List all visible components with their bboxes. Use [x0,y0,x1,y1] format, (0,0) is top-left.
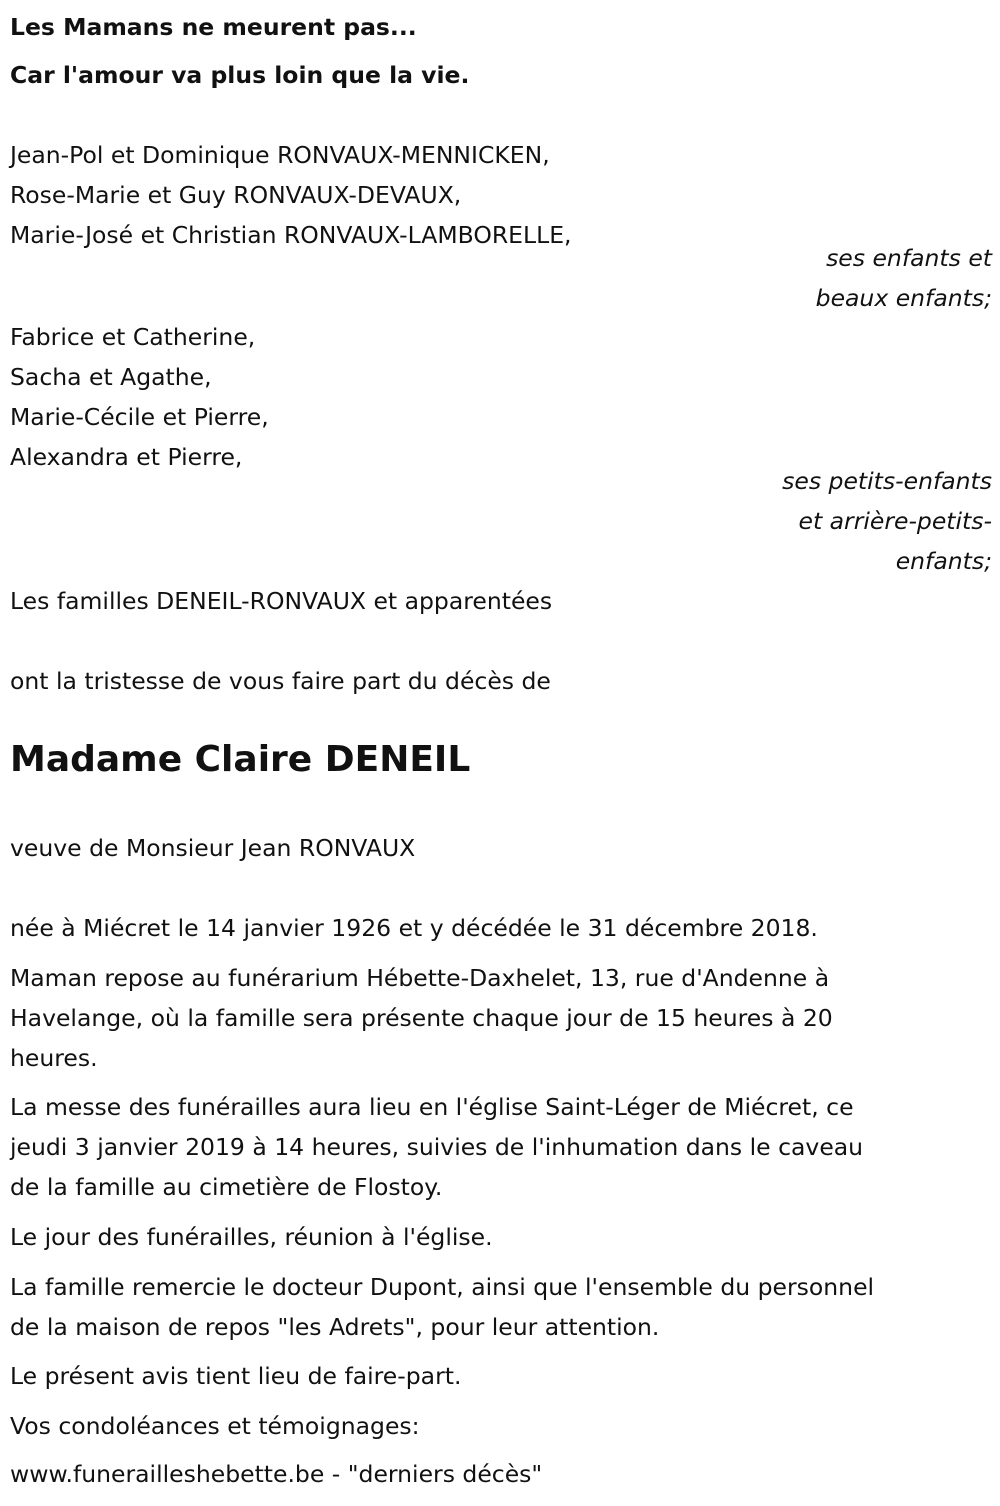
grandchild-couple: Fabrice et Catherine, [10,323,256,351]
condolences-label: Vos condoléances et témoignages: [10,1412,420,1440]
notice-line: Le présent avis tient lieu de faire-part. [10,1362,462,1390]
grandchild-couple: Alexandra et Pierre, [10,443,243,471]
grandchildren-caption: ses petits-enfants [782,467,992,495]
funerarium-line: Havelange, où la famille sera présente chaque jour de 15 heures à 20 [10,1004,833,1032]
thanks-line: La famille remercie le docteur Dupont, ainsi que l'ensemble du personnel [10,1273,875,1301]
families-line: Les familles DENEIL-RONVAUX et apparentées [10,587,553,615]
thanks-line: de la maison de repos "les Adrets", pour leur attention. [10,1313,660,1341]
widow-of-line: veuve de Monsieur Jean RONVAUX [10,834,416,862]
mass-line: de la famille au cimetière de Flostoy. [10,1173,443,1201]
children-caption: ses enfants et [826,244,992,272]
grandchildren-caption: enfants; [895,547,992,575]
mass-line: jeudi 3 janvier 2019 à 14 heures, suivies de l'inhumation dans le caveau [10,1133,864,1161]
announcement-line: ont la tristesse de vous faire part du décès de [10,667,551,695]
website-link[interactable]: www.funerailleshebette.be - "derniers décès" [10,1460,543,1488]
intro-line-1: Les Mamans ne meurent pas... [10,13,417,41]
intro-line-2: Car l'amour va plus loin que la vie. [10,61,470,89]
funerarium-line: heures. [10,1044,98,1072]
children-caption: beaux enfants; [815,284,992,312]
grandchildren-caption: et arrière-petits- [798,507,992,535]
birth-death-line: née à Miécret le 14 janvier 1926 et y décédée le 31 décembre 2018. [10,914,818,942]
funerarium-line: Maman repose au funérarium Hébette-Daxhelet, 13, rue d'Andenne à [10,964,830,992]
grandchild-couple: Marie-Cécile et Pierre, [10,403,269,431]
meeting-line: Le jour des funérailles, réunion à l'église. [10,1223,493,1251]
grandchild-couple: Sacha et Agathe, [10,363,212,391]
child-couple: Marie-José et Christian RONVAUX-LAMBORELLE, [10,221,572,249]
deceased-name: Madame Claire DENEIL [10,739,471,780]
mass-line: La messe des funérailles aura lieu en l'église Saint-Léger de Miécret, ce [10,1093,854,1121]
child-couple: Rose-Marie et Guy RONVAUX-DEVAUX, [10,181,462,209]
child-couple: Jean-Pol et Dominique RONVAUX-MENNICKEN, [10,141,550,169]
